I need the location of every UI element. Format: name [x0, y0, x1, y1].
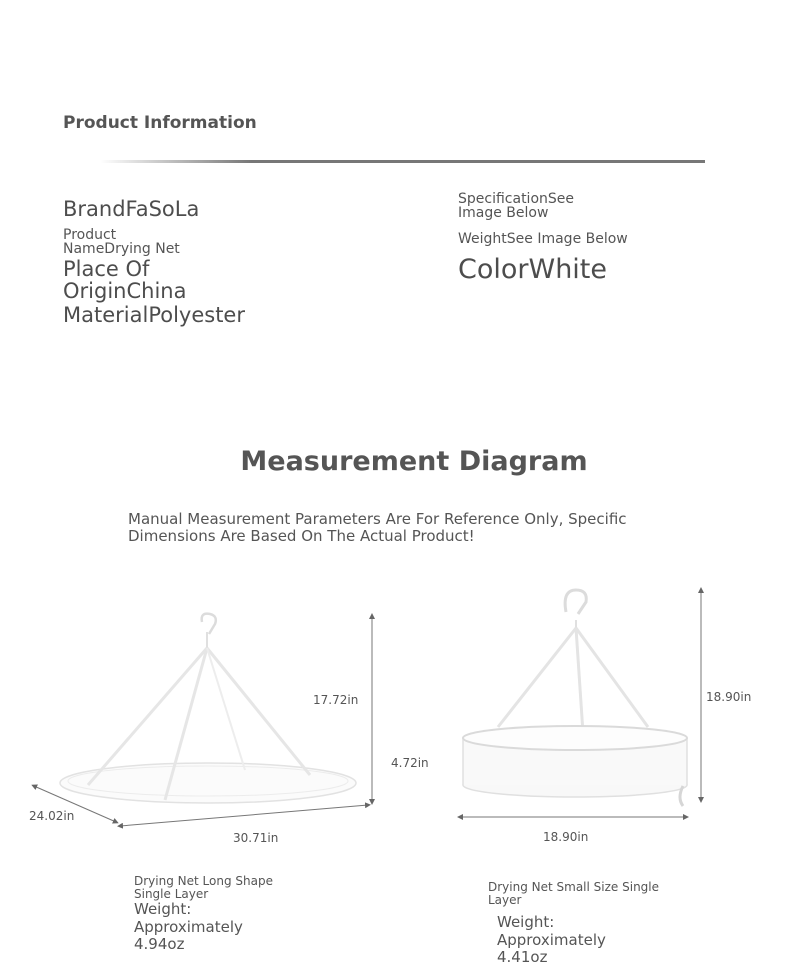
long-net-caption-block — [134, 875, 299, 953]
round-net-ring-height-label: 4.72in — [391, 756, 429, 770]
round-net-height-label: 18.90in — [706, 690, 752, 704]
round-net-caption: Drying Net Small Size Single Layer — [488, 880, 660, 908]
long-net-caption: Drying Net Long Shape Single Layer — [134, 874, 273, 902]
round-drying-net-illustration — [463, 590, 687, 806]
section-title-product-information: Product Information — [63, 113, 257, 133]
long-net-weight: Weight: Approximately 4.94oz — [134, 900, 243, 953]
round-net-diameter-label: 18.90in — [543, 830, 589, 844]
round-net-caption-block — [488, 881, 688, 966]
measurement-note: Manual Measurement Parameters Are For Reference Only, Specific Dimensions Are Based On The Actual Product! — [128, 510, 627, 546]
brand-value: BrandFaSoLa — [63, 197, 200, 221]
long-net-depth-label: 24.02in — [29, 809, 75, 823]
long-net-height-label: 17.72in — [313, 693, 359, 707]
product-name-value: Product NameDrying Net — [63, 227, 180, 258]
long-drying-net-illustration — [60, 614, 359, 803]
color-value: ColorWhite — [458, 254, 608, 285]
material-value: MaterialPolyester — [63, 303, 245, 328]
specification-value: SpecificationSee Image Below — [458, 191, 574, 221]
measurement-title: Measurement Diagram — [240, 446, 588, 477]
origin-value: Place Of OriginChina — [63, 257, 187, 304]
round-net-weight: Weight: Approximately 4.41oz — [497, 913, 606, 966]
long-net-width-label: 30.71in — [233, 831, 279, 845]
weight-value: WeightSee Image Below — [458, 231, 628, 247]
